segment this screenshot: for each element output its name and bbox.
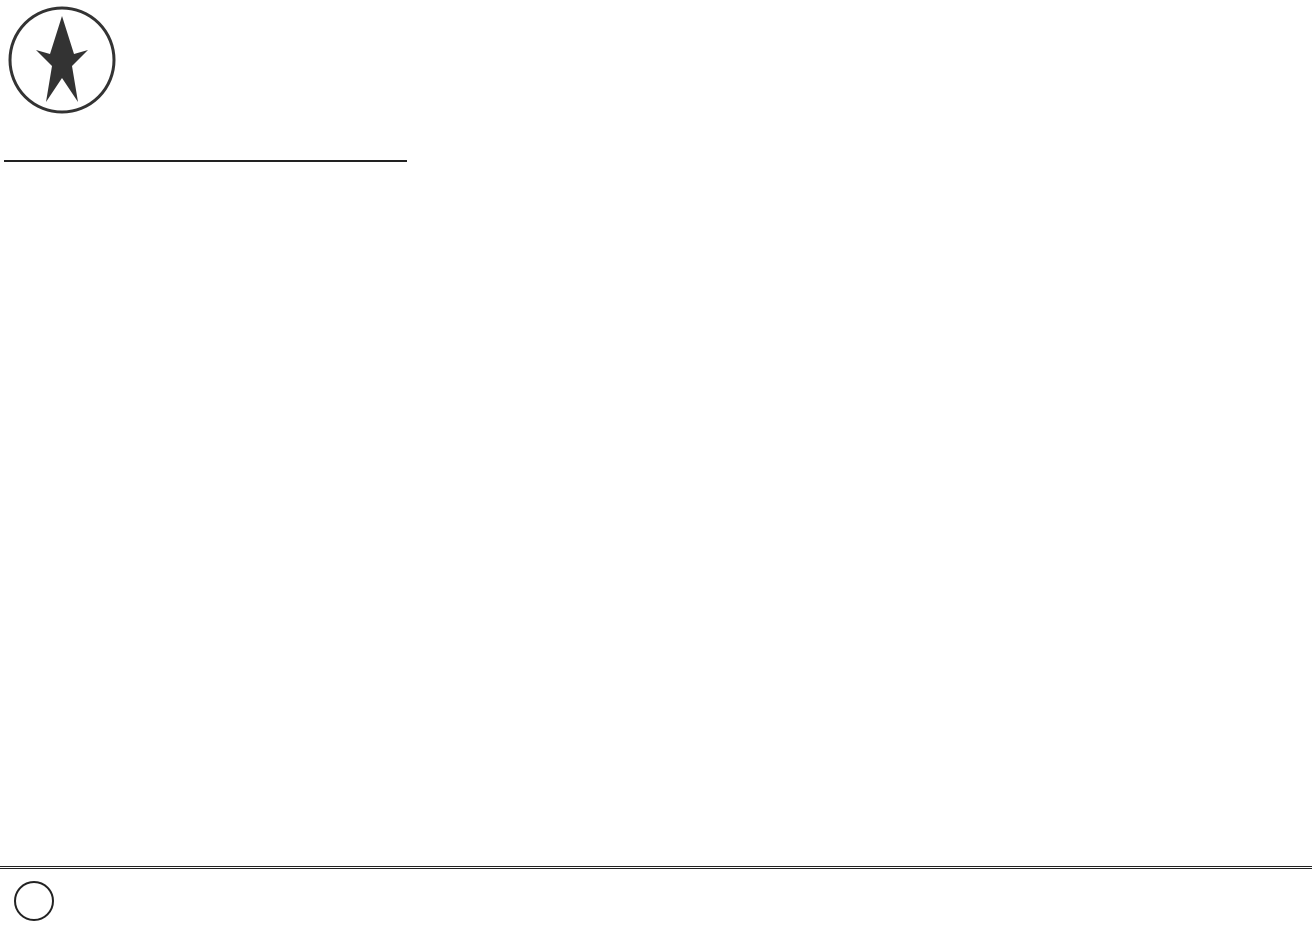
brand-emblem-icon xyxy=(6,4,118,116)
footer-banner xyxy=(0,866,1312,927)
column-left xyxy=(4,0,407,162)
omejian-logo-icon xyxy=(14,881,54,921)
column-middle xyxy=(414,0,830,6)
masthead xyxy=(4,0,407,162)
